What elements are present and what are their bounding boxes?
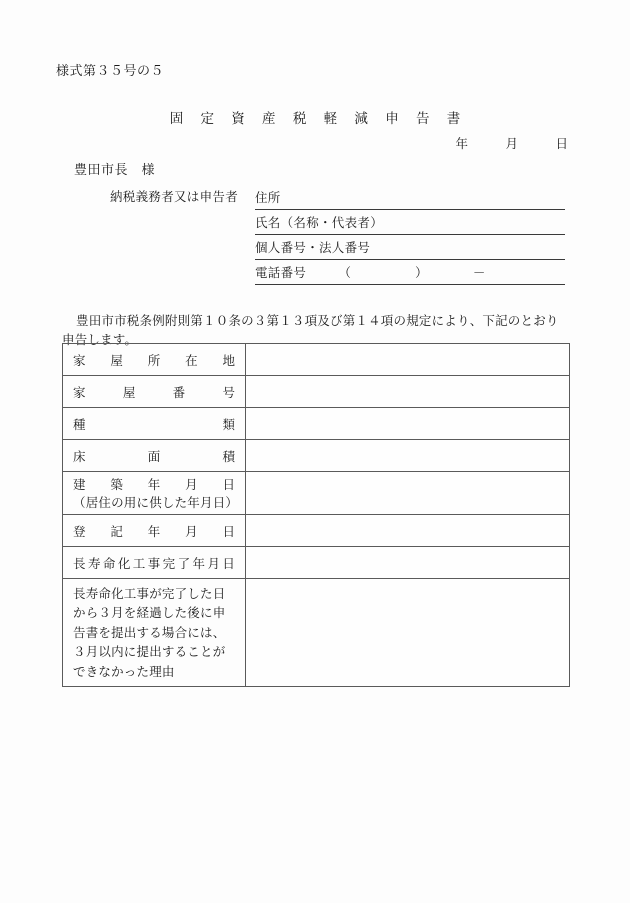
row-value-building-location[interactable] [246,344,570,376]
row-label-registration-date [63,515,246,547]
row-label-building-location [63,344,246,376]
label-char: 年 [147,477,161,492]
field-row-id-number[interactable] [255,235,565,260]
label-char: 在 [185,352,198,368]
label-char: 築 [110,477,123,492]
spread-chars-floor-area [73,447,235,465]
label-char: 月 [185,523,198,539]
label-char: 事 [147,555,161,571]
label-char: 類 [222,416,235,432]
label-char: 建 [73,477,86,492]
row-label-text-late-submission-reason: 長寿命化工事が完了した日から３月を経過した後に申告書を提出する場合には、３月以内に提出することができなかった理由 [73,585,226,679]
spread-chars-longlife-completion-date [73,554,235,572]
field-row-name[interactable] [255,210,565,235]
label-char: 日 [222,523,235,539]
label-char: 化 [117,555,131,571]
row-value-floor-area[interactable] [246,440,570,472]
row-sublabel-construction-date: （居住の用に供した年月日） [73,495,239,510]
form-number: 様式第３５号の５ [56,64,165,79]
label-char: 号 [222,384,235,400]
addressee: 豊田市長 様 [74,163,156,178]
label-char: 寿 [87,555,101,571]
table-row [63,376,570,408]
label-char: 登 [73,523,86,539]
table-row [63,344,570,376]
table-row [63,547,570,579]
row-label-construction-date [63,472,246,515]
label-char: 面 [147,448,161,464]
declaration-table [62,343,570,687]
field-label-phone: 電話番号 （ ） － [255,265,486,280]
label-char: 積 [222,448,235,464]
row-label-longlife-completion-date [63,547,246,579]
label-char: 了 [177,555,191,571]
spread-chars-registration-date [73,522,235,540]
label-char: 記 [110,523,123,539]
row-value-building-number[interactable] [246,376,570,408]
label-char: 屋 [122,384,136,400]
label-char: 日 [222,555,235,571]
label-char: 命 [102,555,116,571]
page-title: 固 定 資 産 税 軽 減 申 告 書 [169,111,467,127]
label-char: 日 [222,477,235,492]
table-row [63,440,570,472]
field-row-phone[interactable] [255,260,565,285]
label-char: 番 [172,384,186,400]
field-label-address: 住所 [255,190,281,205]
spread-chars-type [73,415,235,433]
label-char: 家 [73,384,86,400]
label-char: 長 [73,555,86,571]
table-row [63,472,570,515]
label-char: 月 [207,555,220,571]
label-char: 年 [192,555,206,571]
label-char: 工 [132,555,146,571]
table-row [63,408,570,440]
label-char: 屋 [110,352,123,368]
label-char: 地 [222,352,235,368]
declarant-label: 納税義務者又は申告者 [110,189,239,204]
field-row-address[interactable] [255,185,565,210]
row-label-floor-area [63,440,246,472]
label-char: 完 [162,555,176,571]
spread-chars-building-number [73,383,235,401]
field-label-name: 氏名（名称・代表者） [255,215,384,230]
row-label-late-submission-reason [63,579,246,687]
label-char: 種 [73,416,86,432]
statute-paragraph: 豊田市市税条例附則第１０条の３第１３項及び第１４項の規定により、下記のとおり申告します。 [62,313,559,347]
label-char: 年 [147,523,161,539]
label-char: 床 [73,448,86,464]
row-value-registration-date[interactable] [246,515,570,547]
field-label-id-number: 個人番号・法人番号 [255,240,371,255]
table-row [63,515,570,547]
table-row [63,579,570,687]
label-char: 家 [73,352,86,368]
row-label-building-number [63,376,246,408]
row-value-type[interactable] [246,408,570,440]
row-value-construction-date[interactable] [246,472,570,515]
row-value-late-submission-reason[interactable] [246,579,570,687]
spread-chars-construction-date [73,475,235,493]
label-char: 所 [147,352,161,368]
declarant-field-list [255,185,565,285]
row-label-type [63,408,246,440]
row-value-longlife-completion-date[interactable] [246,547,570,579]
label-char: 月 [185,477,198,492]
spread-chars-building-location [73,351,235,369]
date-line: 年 月 日 [455,136,568,151]
